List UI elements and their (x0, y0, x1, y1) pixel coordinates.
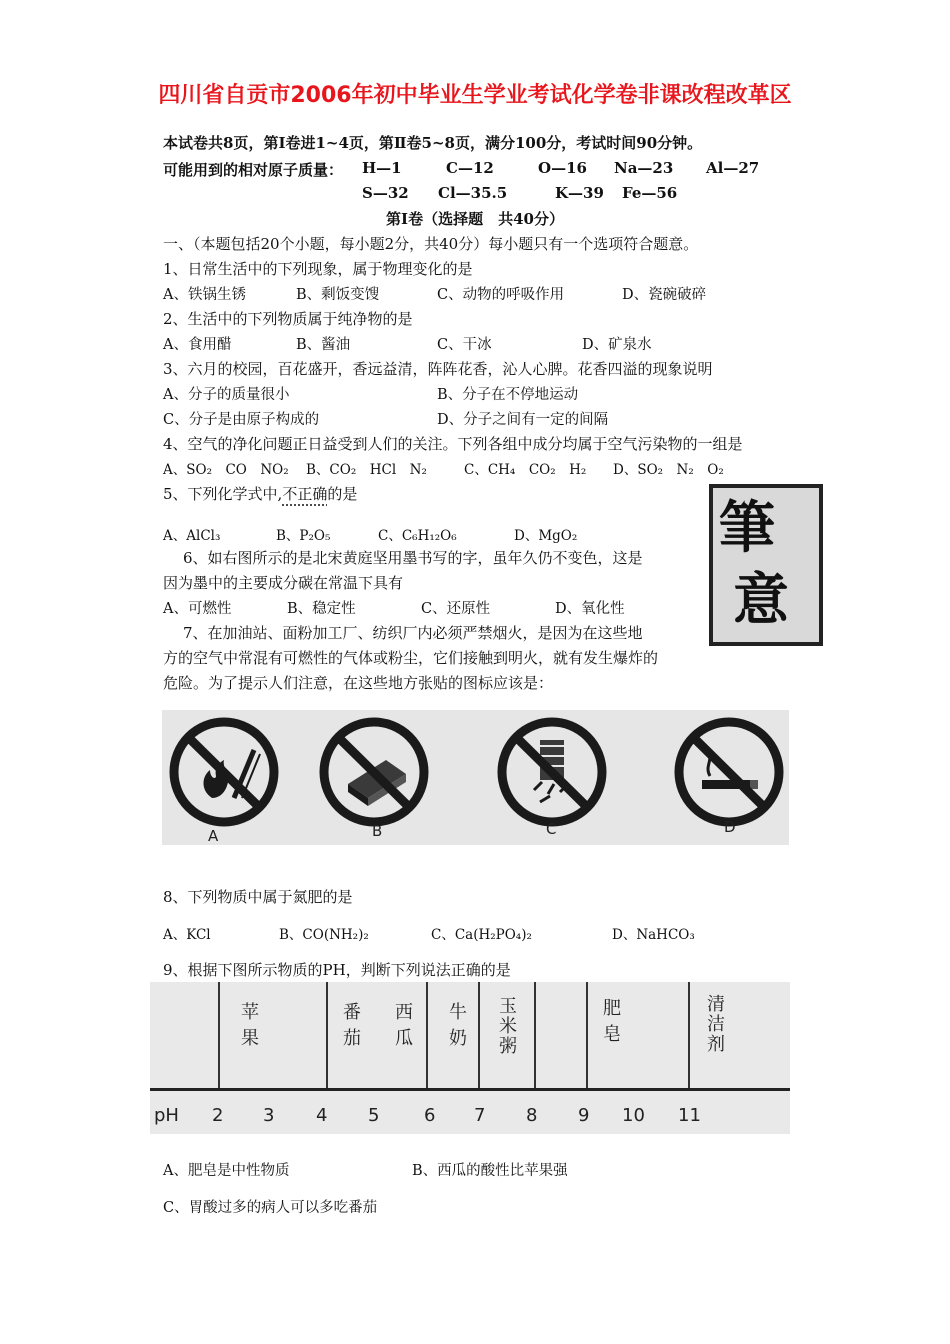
ph-divider (478, 982, 480, 1090)
ph-substance-watermelon (390, 1002, 414, 1054)
q3-stem: 3、六月的校园，百花盛开，香远益清，阵阵花香，沁人心脾。花香四溢的现象说明 (163, 360, 713, 378)
q7-stem-line3: 危险。为了提示人们注意，在这些地方张贴的图标应该是： (163, 674, 554, 692)
calligraphy-char-2: 意 (733, 567, 789, 633)
ph-substance-milk-text: 牛奶 (446, 1002, 467, 1054)
q4-stem: 4、空气的净化问题正日益受到人们的关注。下列各组中成分均属于空气污染物的一组是 (163, 435, 743, 453)
ph-substance-milk (444, 1002, 468, 1054)
q5-stem (163, 483, 357, 504)
atomic-mass-cl: Cl—35.5 (438, 184, 508, 202)
ph-substance-cleaner (702, 994, 726, 1054)
ph-divider (326, 982, 328, 1090)
no-matches-sign-icon (324, 722, 424, 822)
q6-option-b: B、稳定性 (287, 601, 356, 617)
q7-stem-line1: 7、在加油站、面粉加工厂、纺织厂内必须严禁烟火，是因为在这些地 (183, 624, 643, 642)
ph-tick-6: 6 (424, 1105, 436, 1126)
q7-label-c: C (546, 820, 557, 838)
no-smoking-sign-icon (679, 722, 779, 822)
q5-option-c: C、C₆H₁₂O₆ (378, 528, 457, 544)
q6-stem-line1: 6、如右图所示的是北宋黄庭坚用墨书写的字，虽年久仍不变色，这是 (183, 549, 643, 567)
q6-option-c: C、还原性 (421, 601, 491, 617)
q9-option-c: C、胃酸过多的病人可以多吃番茄 (163, 1200, 378, 1216)
q5-option-d: D、MgO₂ (514, 528, 578, 544)
ph-substance-tomato-text: 番茄 (340, 1002, 361, 1054)
q7-label-d: D (724, 818, 736, 836)
atomic-mass-c: C—12 (446, 159, 494, 177)
q2-option-a: A、食用醋 (163, 337, 232, 353)
q7-label-b: B (372, 822, 383, 840)
q4-option-b: B、CO₂ HCl N₂ (306, 462, 427, 478)
ph-substance-cleaner-text: 清洁剂 (704, 994, 725, 1054)
atomic-mass-k: K—39 (555, 184, 604, 202)
q3-option-b: B、分子在不停地运动 (437, 387, 579, 403)
ph-substance-watermelon-text: 西瓜 (392, 1002, 413, 1054)
ph-tick-4: 4 (316, 1105, 328, 1126)
ph-divider (534, 982, 536, 1090)
q7-label-a: A (208, 827, 219, 845)
atomic-mass-al: Al—27 (706, 159, 760, 177)
q1-stem: 1、日常生活中的下列现象，属于物理变化的是 (163, 260, 473, 278)
ph-scale-figure (150, 982, 790, 1134)
q7-stem-line2: 方的空气中常混有可燃性的气体或粉尘，它们接触到明火，就有发生爆炸的 (163, 649, 659, 667)
q9-option-b: B、西瓜的酸性比苹果强 (412, 1163, 568, 1179)
ph-tick-7: 7 (474, 1105, 486, 1126)
q4-option-c: C、CH₄ CO₂ H₂ (464, 462, 587, 478)
ph-tick-11: 11 (678, 1105, 701, 1126)
q8-option-c: C、Ca(H₂PO₄)₂ (431, 927, 532, 943)
q3-option-d: D、分子之间有一定的间隔 (437, 412, 609, 428)
q3-option-c: C、分子是由原子构成的 (163, 412, 320, 428)
q9-stem: 9、根据下图所示物质的PH，判断下列说法正确的是 (163, 961, 511, 979)
q8-stem: 8、下列物质中属于氮肥的是 (163, 888, 353, 906)
ph-substance-soap-text: 肥皂 (600, 998, 621, 1050)
ph-substance-apple-text: 苹果 (238, 1002, 259, 1054)
q1-option-a: A、铁锅生锈 (163, 287, 246, 303)
q7-signs-figure (162, 710, 789, 845)
q1-option-d: D、瓷碗破碎 (622, 287, 707, 303)
q6-option-d: D、氧化性 (555, 601, 625, 617)
q5-stem-post: 的是 (327, 485, 358, 503)
q2-option-b: B、酱油 (296, 337, 351, 353)
q5-option-b: B、P₂O₅ (276, 528, 331, 544)
ph-tick-2: 2 (212, 1105, 224, 1126)
atomic-mass-fe: Fe—56 (622, 184, 678, 202)
calligraphy-image (709, 484, 823, 646)
ph-tick-10: 10 (622, 1105, 645, 1126)
q3-option-a: A、分子的质量很小 (163, 387, 290, 403)
ph-axis-line (150, 1088, 790, 1091)
q2-stem: 2、生活中的下列物质属于纯净物的是 (163, 310, 413, 328)
ph-tick-8: 8 (526, 1105, 538, 1126)
exam-title: 四川省自贡市2006年初中毕业生学业考试化学卷非课改程改革区 (158, 83, 792, 108)
ph-substance-tomato (338, 1002, 362, 1054)
q2-option-c: C、干冰 (437, 337, 492, 353)
q5-stem-pre: 5、下列化学式中, (163, 485, 283, 503)
q1-option-b: B、剩饭变馊 (296, 287, 380, 303)
q8-option-b: B、CO(NH₂)₂ (279, 927, 369, 943)
q6-option-a: A、可燃性 (163, 601, 232, 617)
no-fire-sign-icon (174, 722, 274, 822)
atomic-mass-na: Na—23 (614, 159, 674, 177)
atomic-mass-h: H—1 (362, 159, 402, 177)
ph-divider (426, 982, 428, 1090)
q4-option-d: D、SO₂ N₂ O₂ (613, 462, 724, 478)
q6-stem-line2: 因为墨中的主要成分碳在常温下具有 (163, 574, 404, 592)
q5-stem-emphasis: 不正确 (282, 485, 328, 503)
atomic-mass-s: S—32 (362, 184, 409, 202)
atomic-mass-label: 可能用到的相对原子质量： (163, 161, 344, 179)
ph-substance-apple (236, 1002, 260, 1054)
no-firecrackers-sign-icon (502, 722, 602, 822)
ph-tick-9: 9 (578, 1105, 590, 1126)
q2-option-d: D、矿泉水 (582, 337, 652, 353)
ph-tick-3: 3 (263, 1105, 275, 1126)
calligraphy-char-1: 筆 (719, 495, 775, 561)
q9-option-a: A、肥皂是中性物质 (163, 1163, 290, 1179)
ph-divider (218, 982, 220, 1090)
ph-divider (586, 982, 588, 1090)
atomic-mass-o: O—16 (538, 159, 587, 177)
q8-option-a: A、KCl (163, 927, 211, 943)
ph-divider (688, 982, 690, 1090)
q7-signs-svg (162, 710, 789, 845)
section-title: 第Ⅰ卷（选择题 共40分） (386, 210, 564, 228)
q1-option-c: C、动物的呼吸作用 (437, 287, 565, 303)
q8-option-d: D、NaHCO₃ (612, 927, 695, 943)
q4-option-a: A、SO₂ CO NO₂ (163, 462, 289, 478)
ph-substance-corn-porridge-text: 玉米粥 (496, 996, 517, 1056)
q5-option-a: A、AlCl₃ (163, 528, 221, 544)
ph-axis-label: pH (154, 1105, 179, 1126)
ph-substance-soap (598, 998, 622, 1050)
ph-tick-5: 5 (368, 1105, 380, 1126)
ph-substance-corn-porridge (494, 996, 518, 1056)
section-instruction: 一、（本题包括20个小题，每小题2分，共40分）每小题只有一个选项符合题意。 (163, 235, 699, 253)
exam-intro-line1: 本试卷共8页，第Ⅰ卷进1~4页，第Ⅱ卷5~8页，满分100分，考试时间90分钟。 (163, 134, 703, 152)
